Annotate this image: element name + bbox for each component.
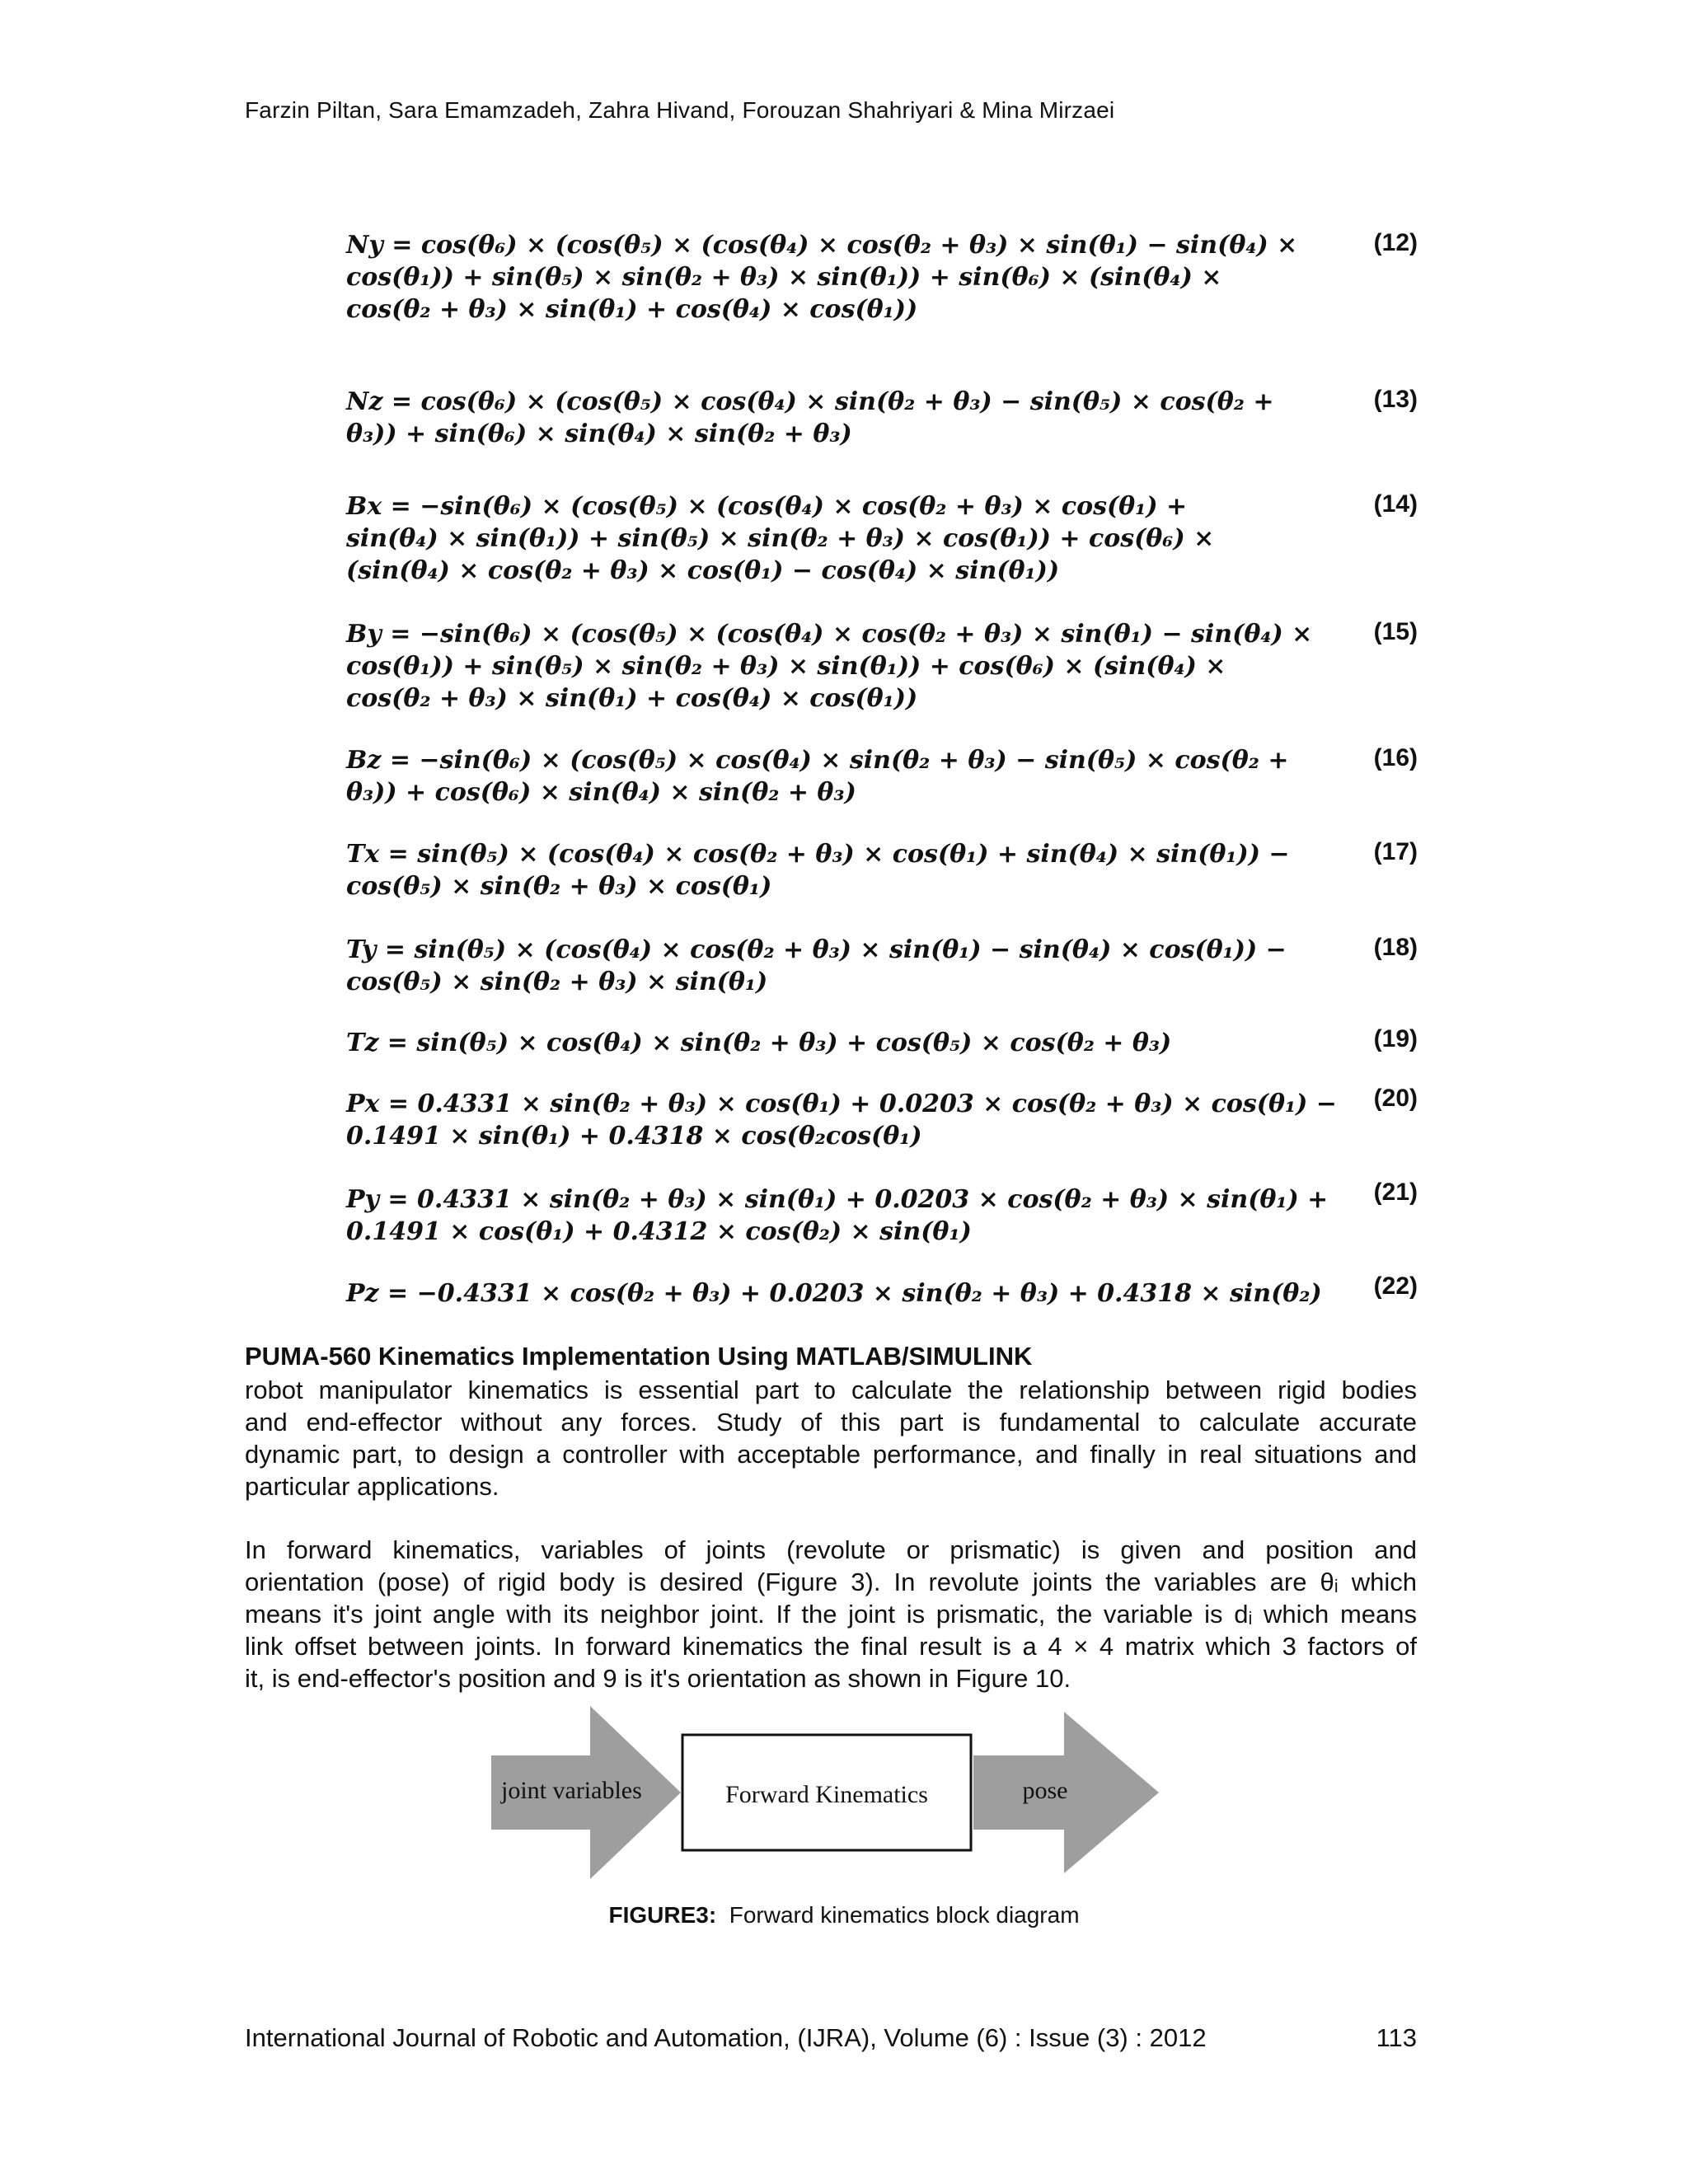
equation-number-21: (21) [1373, 1179, 1418, 1206]
equation-12 [346, 229, 1319, 326]
equation-number-14: (14) [1373, 490, 1418, 518]
figure-caption [0, 1902, 1688, 1929]
equation-line: Ty = sin(θ₅) × (cos(θ₄) × cos(θ₂ + θ₃) × sin(θ₁) − sin(θ₄) × cos(θ₁)) − [346, 935, 1287, 964]
equation-line: cos(θ₁)) + sin(θ₅) × sin(θ₂ + θ₃) × sin(θ₁)) + cos(θ₆) × (sin(θ₄) × [346, 652, 1226, 681]
journal-citation: International Journal of Robotic and Automation, (IJRA), Volume (6) : Issue (3) : 2012 [245, 2023, 1207, 2052]
running-header: Farzin Piltan, Sara Emamzadeh, Zahra Hivand, Forouzan Shahriyari & Mina Mirzaei [245, 97, 1115, 123]
equation-line: θ₃)) + cos(θ₆) × sin(θ₄) × sin(θ₂ + θ₃) [346, 778, 856, 807]
equation-line: 0.1491 × cos(θ₁) + 0.4312 × cos(θ₂) × sin(θ₁) [346, 1217, 972, 1246]
text-line: and end-effector without any forces. Study of this part is fundamental to calculate accurate [245, 1408, 1417, 1436]
equation-line: cos(θ₅) × sin(θ₂ + θ₃) × cos(θ₁) [346, 872, 772, 901]
text-line: robot manipulator kinematics is essential part to calculate the relationship between rigid bodies [245, 1376, 1417, 1404]
text-line: dynamic part, to design a controller with acceptable performance, and finally in real situations and [245, 1440, 1417, 1469]
equation-line: Bz = −sin(θ₆) × (cos(θ₅) × cos(θ₄) × sin(θ₂ + θ₃) − sin(θ₅) × cos(θ₂ + [346, 746, 1289, 775]
equation-line: Tz = sin(θ₅) × cos(θ₄) × sin(θ₂ + θ₃) + cos(θ₅) × cos(θ₂ + θ₃) [346, 1029, 1172, 1057]
text-line: it, is end-effector's position and 9 is it's orientation as shown in Figure 10. [245, 1664, 1071, 1693]
equation-13 [346, 386, 1319, 450]
text-line: In forward kinematics, variables of joints (revolute or prismatic) is given and position and [245, 1535, 1417, 1564]
equation-line: cos(θ₅) × sin(θ₂ + θ₃) × sin(θ₁) [346, 968, 768, 996]
equation-number-12: (12) [1373, 229, 1418, 256]
paragraph-2 [245, 1534, 1417, 1694]
equation-number-13: (13) [1373, 386, 1418, 413]
text-line: orientation (pose) of rigid body is desired (Figure 3). In revolute joints the variables are θᵢ which [245, 1568, 1417, 1596]
equation-20 [346, 1088, 1337, 1152]
paragraph-1 [245, 1374, 1417, 1502]
caption-label: FIGURE3: [608, 1902, 717, 1928]
equation-number-18: (18) [1373, 934, 1418, 961]
equation-line: Ny = cos(θ₆) × (cos(θ₅) × (cos(θ₄) × cos(θ₂ + θ₃) × sin(θ₁) − sin(θ₄) × [346, 231, 1298, 260]
equation-21 [346, 1183, 1329, 1248]
equation-22 [346, 1277, 1322, 1310]
equation-14 [346, 490, 1319, 587]
section-heading: PUMA-560 Kinematics Implementation Using MATLAB/SIMULINK [245, 1342, 1033, 1371]
equation-line: Py = 0.4331 × sin(θ₂ + θ₃) × sin(θ₁) + 0.0203 × cos(θ₂ + θ₃) × sin(θ₁) + [346, 1185, 1329, 1214]
text-line: link offset between joints. In forward kinematics the final result is a 4 × 4 matrix which 3 factors of [245, 1632, 1417, 1661]
equation-number-22: (22) [1373, 1272, 1418, 1300]
equation-line: cos(θ₁)) + sin(θ₅) × sin(θ₂ + θ₃) × sin(θ₁)) + sin(θ₆) × (sin(θ₄) × [346, 263, 1222, 292]
equation-number-15: (15) [1373, 618, 1418, 645]
caption-text: Forward kinematics block diagram [729, 1902, 1080, 1928]
block-label: Forward Kinematics [725, 1781, 928, 1808]
equation-15 [346, 618, 1319, 715]
equation-19 [346, 1027, 1319, 1059]
equation-number-20: (20) [1373, 1085, 1418, 1112]
equation-line: 0.1491 × sin(θ₁) + 0.4318 × cos(θ₂cos(θ₁) [346, 1122, 922, 1151]
equation-line: By = −sin(θ₆) × (cos(θ₅) × (cos(θ₄) × cos(θ₂ + θ₃) × sin(θ₁) − sin(θ₄) × [346, 620, 1313, 649]
equation-line: cos(θ₂ + θ₃) × sin(θ₁) + cos(θ₄) × cos(θ₁)) [346, 295, 918, 324]
equation-number-19: (19) [1373, 1025, 1418, 1052]
equation-line: θ₃)) + sin(θ₆) × sin(θ₄) × sin(θ₂ + θ₃) [346, 419, 852, 448]
equation-line: Nz = cos(θ₆) × (cos(θ₅) × cos(θ₄) × sin(θ₂ + θ₃) − sin(θ₅) × cos(θ₂ + [346, 387, 1274, 416]
input-label: joint variables [501, 1777, 642, 1804]
footer [245, 2023, 1417, 2053]
page-number: 113 [1376, 2023, 1417, 2052]
equation-line: (sin(θ₄) × cos(θ₂ + θ₃) × cos(θ₁) − cos(θ₄) × sin(θ₁)) [346, 556, 1060, 585]
equation-line: Pz = −0.4331 × cos(θ₂ + θ₃) + 0.0203 × sin(θ₂ + θ₃) + 0.4318 × sin(θ₂) [346, 1279, 1322, 1308]
equation-line: sin(θ₄) × sin(θ₁)) + sin(θ₅) × sin(θ₂ + θ₃) × cos(θ₁)) + cos(θ₆) × [346, 524, 1215, 553]
text-line: means it's joint angle with its neighbor joint. If the joint is prismatic, the variable is dᵢ which means [245, 1600, 1417, 1629]
output-label: pose [1022, 1777, 1068, 1804]
equation-line: Bx = −sin(θ₆) × (cos(θ₅) × (cos(θ₄) × cos(θ₂ + θ₃) × cos(θ₁) + [346, 492, 1188, 521]
equation-line: Px = 0.4331 × sin(θ₂ + θ₃) × cos(θ₁) + 0.0203 × cos(θ₂ + θ₃) × cos(θ₁) − [346, 1090, 1337, 1118]
equation-number-16: (16) [1373, 744, 1418, 771]
equation-16 [346, 744, 1319, 808]
equation-18 [346, 934, 1319, 998]
text-line: particular applications. [245, 1472, 499, 1501]
equation-number-17: (17) [1373, 838, 1418, 865]
forward-kinematics-diagram [491, 1706, 1159, 1879]
equation-17 [346, 838, 1319, 902]
equation-line: cos(θ₂ + θ₃) × sin(θ₁) + cos(θ₄) × cos(θ₁)) [346, 684, 918, 713]
equation-line: Tx = sin(θ₅) × (cos(θ₄) × cos(θ₂ + θ₃) × cos(θ₁) + sin(θ₄) × sin(θ₁)) − [346, 840, 1290, 869]
